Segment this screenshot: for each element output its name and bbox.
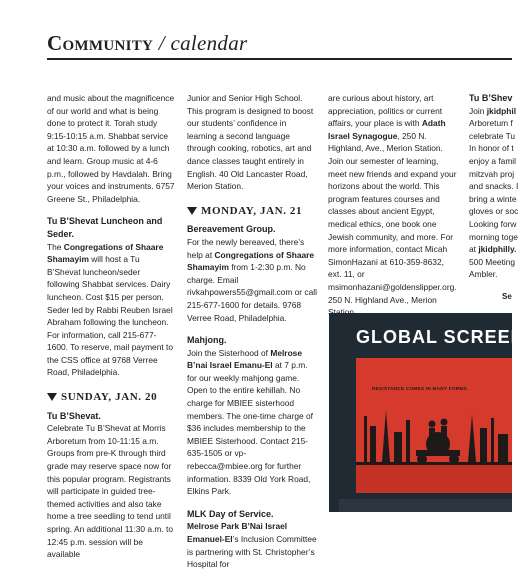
event-text: Join the Sisterhood of — [187, 347, 271, 358]
organization-name: Congregations of Shaare Shamayim — [47, 241, 164, 265]
poster-illustration — [356, 358, 512, 493]
event-line: mitzvah proj — [469, 168, 515, 179]
global-screen-ad[interactable] — [329, 313, 525, 512]
event-line: Arboretum f — [469, 118, 513, 129]
event-line: bring a winte — [469, 193, 517, 204]
event-text: at 7 p.m. for our weekly mahjong game. Open to the entire kehillah. No charge for MBIEE sisterhood members. The one-time charge of $36 includes membership to the MBIEE Sisterhood. Contact 215-635-1505 or vp-rebecca@mbiee.org for further information. 8339 Old York Road, Elkins Park. — [187, 360, 313, 497]
event-text: at — [469, 244, 479, 255]
page-title — [47, 31, 248, 56]
organization-name: Melrose B’nai Israel Emanu-El — [187, 347, 302, 371]
day-heading — [187, 205, 317, 218]
title-separator: / — [153, 31, 171, 55]
event-title: Tu B’Shev — [469, 93, 513, 103]
section-name: Community — [47, 31, 154, 55]
column-3 — [328, 92, 458, 305]
event-title: Tu B’Shevat Luncheon and Seder. — [47, 216, 163, 239]
event-line: enjoy a famil — [469, 155, 517, 166]
day-label: SUNDAY, JAN. 20 — [61, 391, 158, 404]
organization-name: Melrose Park B’Nai Israel Emanuel-El — [187, 521, 288, 544]
event-line: celebrate Tu — [469, 130, 516, 141]
organization-name: jkidphilly. — [478, 244, 517, 255]
event-text: The — [47, 241, 64, 252]
event-title: MLK Day of Service. — [187, 508, 274, 519]
event-line: Ambler. — [469, 269, 498, 280]
event-line — [469, 105, 517, 118]
organization-name: jkidphil — [486, 105, 517, 116]
event-text: are curious about history, art appreciation, politics or current affairs, your place is with — [328, 93, 443, 129]
triangle-down-icon — [47, 393, 57, 401]
organization-name: Adath Israel Synagogue — [328, 118, 446, 141]
section-subtitle: calendar — [170, 31, 248, 55]
event-line: In honor of t — [469, 143, 514, 154]
event-body — [187, 347, 317, 498]
event-continuation: and music about the magnificence of our world and what is being done to protect it. Torah study 9:15-10:15 a.m. Shabbat service at 10:30 a.m. followed by a lunch and learn. Group music at 4-6 p.m., followed by Havdalah. Bring your voices and instruments. 6757 Greene St., Philadelphia. — [47, 93, 175, 204]
ad-footer-band — [339, 499, 512, 512]
event-line: 500 Meeting — [469, 256, 516, 267]
triangle-down-icon — [187, 207, 197, 215]
section-header — [47, 31, 248, 57]
header-rule — [47, 58, 512, 60]
event-body — [47, 241, 175, 380]
ad-title: GLOBAL SCREEN — [356, 327, 525, 347]
event-title: Mahjong. — [187, 335, 227, 346]
film-poster — [356, 358, 512, 493]
event-continuation: Junior and Senior High School. This program is designed to boost our students’ confidence in learning a second language through cooking, robotics, art and dance classes taught entirely in English. 40 Old Lancaster Road, Merion Station. — [187, 93, 314, 192]
event-line: morning toge — [469, 231, 518, 242]
event-text: ’s Inclusion Committee is partnering with St. Christopher’s Hospital for — [187, 534, 317, 570]
day-label: MONDAY, JAN. 21 — [201, 204, 303, 217]
day-heading — [47, 391, 175, 404]
event-text: For the newly bereaved, there’s help at — [187, 236, 305, 260]
event-body — [328, 92, 458, 319]
event-text: from 1-2:30 p.m. No charge. Email rivkahpowers55@gmail.com or call 215-677-1600 for details. 9768 Verree Road, Philadelphia. — [187, 262, 317, 323]
event-title: Bereavement Group. — [187, 224, 276, 235]
poster-tagline: RESISTANCE COMES IN MANY FORMS. — [372, 386, 469, 391]
event-text: will host a Tu B’Shevat luncheon/seder following Shabbat services. Dairy luncheon. Cost $15 per person. Seder led by Rabbi Reuben Israel Abraham following the luncheon. For information, call 215-677-1600. To reserve, mail payment to the CSS office at 9768 Verree Road, Philadelphia. — [47, 254, 173, 378]
event-title: Tu B’Shevat. — [47, 410, 101, 421]
see-more-link[interactable]: Se — [502, 292, 512, 301]
event-text: Join — [469, 105, 487, 116]
event-line: and snacks. I — [469, 181, 519, 192]
event-line: gloves or soc — [469, 206, 519, 217]
column-4 — [469, 92, 519, 282]
event-body: Celebrate Tu B’Shevat at Morris Arboretum from 10-11:15 a.m. Groups from pre-K through third grade may reserve space now for this popular program. Registrants will participate in guided tree-themed activities and also take home a tree seedling to tend until spring. An additional 11:30 a.m. to 12:45 p.m. session will be available — [47, 423, 174, 560]
event-body — [187, 520, 317, 570]
column-1 — [47, 92, 175, 560]
event-text: , 250 N. Highland, Ave., Merion Station. Join our semester of learning, meet new friends and expand your horizons about the world. This program features courses and classes about ancient Egypt, medical ethics, one book one Jewish community, and more. For more information, contact Micah SimonHazani at 610-359-8632, ext. 11, or msimonhazani@goldenslipper.org. 250 N. Highland Ave., Merion — [328, 130, 457, 305]
column-2 — [187, 92, 317, 570]
event-line: Looking forw — [469, 218, 517, 229]
event-body — [187, 236, 317, 324]
organization-name: Congregations of Shaare Shamayim — [187, 249, 315, 273]
event-line — [469, 243, 517, 256]
